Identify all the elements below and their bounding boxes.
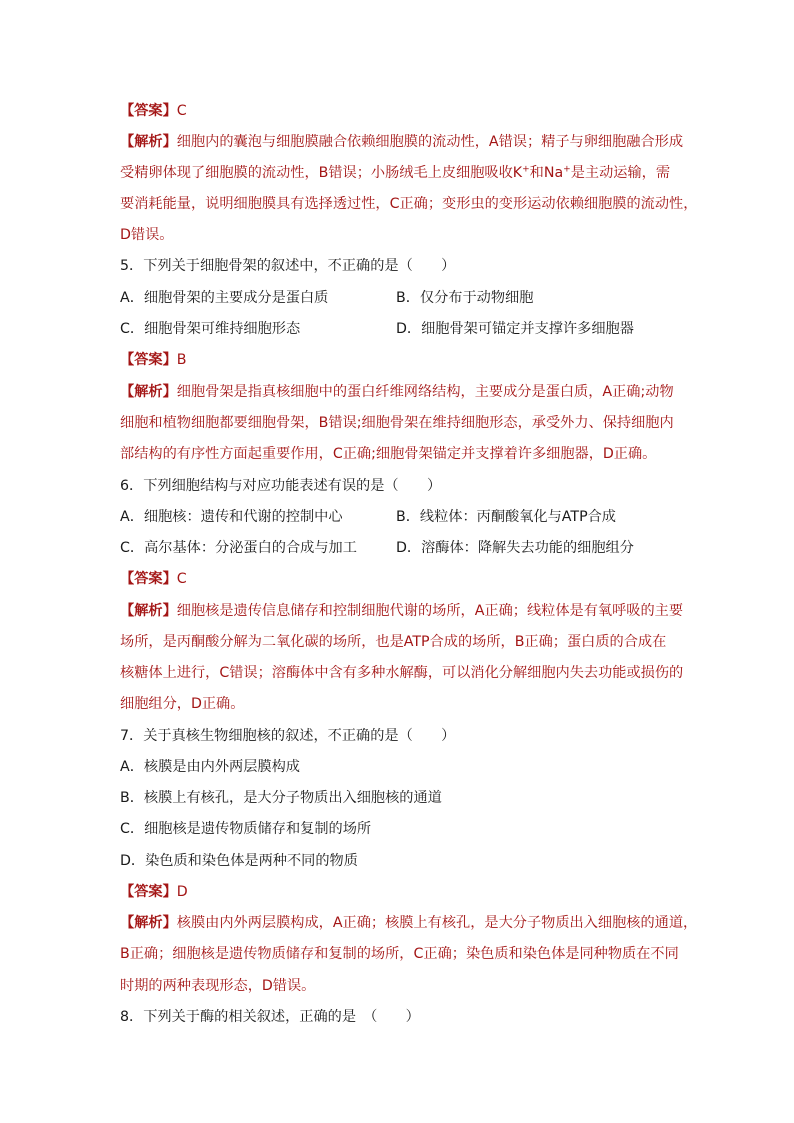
answer-value: D xyxy=(176,884,188,900)
analysis-text: 细胞内的囊泡与细胞膜融合依赖细胞膜的流动性，A错误；精子与卵细胞融合形成 xyxy=(176,134,684,150)
analysis-text: 细胞核是遗传信息储存和控制细胞代谢的场所，A正确；线粒体是有氧呼吸的主要 xyxy=(176,603,684,619)
analysis-line: D错误。 xyxy=(120,227,174,243)
answer-value: C xyxy=(176,103,187,119)
analysis-label: 【解析】 xyxy=(120,603,177,619)
analysis-line: 时期的两种表现形态，D错误。 xyxy=(120,978,316,994)
option-a: A．细胞核：遗传和代谢的控制中心 xyxy=(120,509,343,525)
analysis-label: 【解析】 xyxy=(120,134,177,150)
answer-label: 【答案】 xyxy=(120,103,177,119)
answer-label: 【答案】 xyxy=(120,571,177,587)
analysis-label: 【解析】 xyxy=(120,915,177,931)
option-d: D．溶酶体：降解失去功能的细胞组分 xyxy=(396,540,634,556)
analysis-label: 【解析】 xyxy=(120,384,177,400)
option-row xyxy=(120,507,676,527)
analysis-line xyxy=(120,601,684,621)
option-a: A．细胞骨架的主要成分是蛋白质 xyxy=(120,290,329,306)
analysis-line: B正确；细胞核是遗传物质储存和复制的场所，C正确；染色质和染色体是同种物质在不同 xyxy=(120,946,679,962)
option-d: D．染色质和染色体是两种不同的物质 xyxy=(120,853,358,869)
superscript: + xyxy=(522,164,530,175)
analysis-line: 场所，是丙酮酸分解为二氧化碳的场所，也是ATP合成的场所，B正确；蛋白质的合成在 xyxy=(120,634,667,650)
superscript: + xyxy=(563,164,571,175)
analysis-line: 要消耗能量，说明细胞膜具有选择透过性，C正确；变形虫的变形运动依赖细胞膜的流动性， xyxy=(120,196,698,212)
question-stem: 5．下列关于细胞骨架的叙述中，不正确的是（ ） xyxy=(120,258,456,274)
analysis-text: 受精卵体现了细胞膜的流动性，B错误；小肠绒毛上皮细胞吸收K xyxy=(120,165,523,181)
option-row xyxy=(120,319,676,339)
analysis-line: 细胞组分，D正确。 xyxy=(120,696,245,712)
answer-line xyxy=(120,569,676,589)
analysis-line: 细胞和植物细胞都要细胞骨架，B错误;细胞骨架在维持细胞形态，承受外力、保持细胞内 xyxy=(120,415,674,431)
option-c: C．细胞骨架可维持细胞形态 xyxy=(120,321,301,337)
answer-label: 【答案】 xyxy=(120,884,177,900)
analysis-line: 部结构的有序性方面起重要作用，C正确;细胞骨架锚定并支撑着许多细胞器，D正确。 xyxy=(120,446,657,462)
question-stem: 8．下列关于酶的相关叙述，正确的是 （ ） xyxy=(120,1009,420,1025)
answer-line xyxy=(120,350,676,370)
answer-value: C xyxy=(176,571,187,587)
answer-value: B xyxy=(176,352,187,368)
analysis-line xyxy=(120,163,676,183)
analysis-line: 核糖体上进行，C错误；溶酶体中含有多种水解酶，可以消化分解细胞内失去功能或损伤的 xyxy=(120,665,684,681)
analysis-line xyxy=(120,132,684,152)
analysis-text: 核膜由内外两层膜构成，A正确；核膜上有核孔，是大分子物质出入细胞核的通道， xyxy=(176,915,698,931)
option-b: B．核膜上有核孔，是大分子物质出入细胞核的通道 xyxy=(120,790,442,806)
option-b: B．仅分布于动物细胞 xyxy=(396,290,534,306)
analysis-text: 是主动运输，需 xyxy=(570,165,671,181)
question-stem: 6．下列细胞结构与对应功能表述有误的是（ ） xyxy=(120,478,442,494)
option-c: C．细胞核是遗传物质储存和复制的场所 xyxy=(120,821,372,837)
analysis-line xyxy=(120,382,676,402)
option-d: D．细胞骨架可锚定并支撑许多细胞器 xyxy=(396,321,634,337)
question-stem: 7．关于真核生物细胞核的叙述，不正确的是（ ） xyxy=(120,728,456,744)
answer-line xyxy=(120,882,676,902)
option-b: B．线粒体：丙酮酸氧化与ATP合成 xyxy=(396,509,616,525)
option-a: A．核膜是由内外两层膜构成 xyxy=(120,759,300,775)
analysis-text: 和Na xyxy=(529,165,564,181)
option-row xyxy=(120,538,676,558)
analysis-line xyxy=(120,913,698,933)
answer-label: 【答案】 xyxy=(120,352,177,368)
option-row xyxy=(120,288,676,308)
analysis-text: 细胞骨架是指真核细胞中的蛋白纤维网络结构，主要成分是蛋白质，A正确;动物 xyxy=(176,384,674,400)
answer-line xyxy=(120,101,676,121)
option-c: C．高尔基体：分泌蛋白的合成与加工 xyxy=(120,540,357,556)
